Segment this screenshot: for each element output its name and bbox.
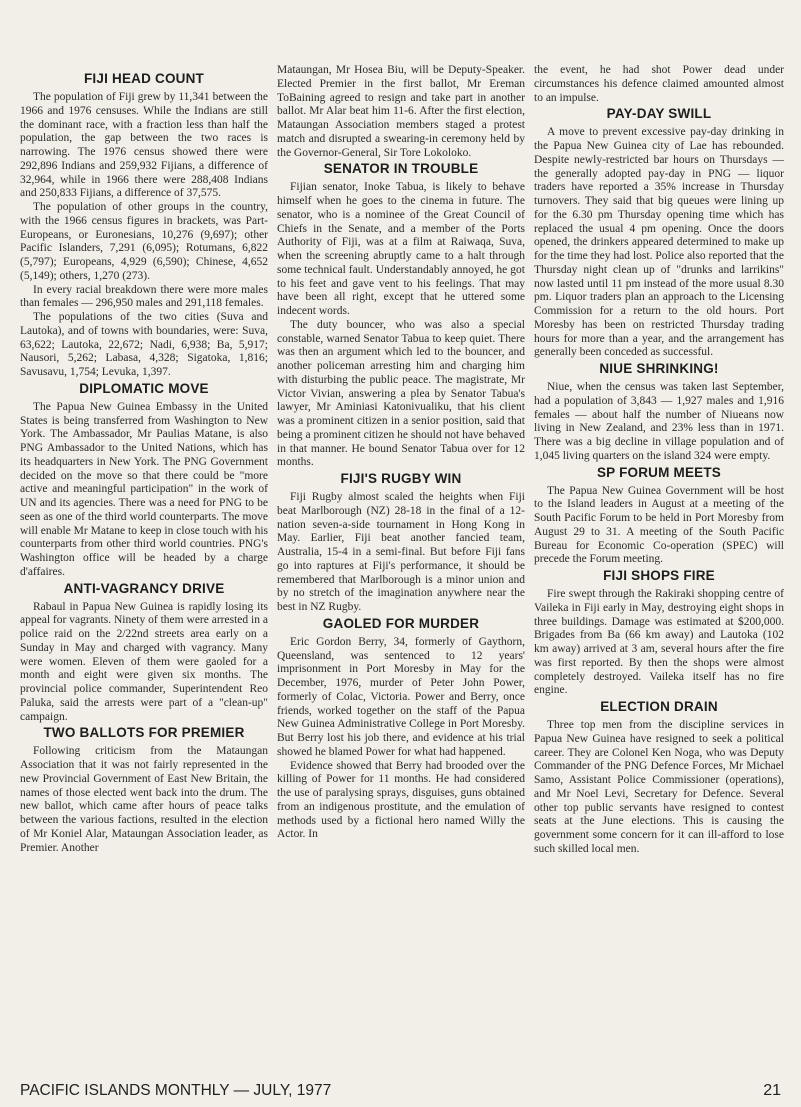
article-fiji-shops-fire [534, 567, 784, 698]
article-heading: FIJI'S RUGBY WIN [340, 471, 462, 486]
article-paragraph: Fijian senator, Inoke Tabua, is likely to behave himself when he goes to the cinema in future. The senator, who is a nominee of the Great Council of Chiefs in the Senate, and a member of the Ports Authority of Fiji, was at a film at Raiwaqa, Suva, when the screening abruptly came to a halt through some technical fault. Understandably annoyed, he got to his feet and gave vent to his feelings. That may have been all right, except that he uttered some indecent words. [277, 181, 525, 317]
article-paragraph: In every racial breakdown there were more males than females — 296,950 males and 291,118 females. [20, 283, 268, 310]
article-heading: FIJI HEAD COUNT [83, 71, 204, 86]
article-paragraph: Three top men from the discipline services in Papua New Guinea have resigned to seek a political career. They are Colonel Ken Noga, who was Deputy Commander of the PNG Defence Forces, Mr Michael Samo, Assistant Police Commissioner (operations), and Mr Noel Levi, Secretary for Defence. Several other top public servants have resigned to contest seats at the June elections. This is causing the government some concern for it can ill-afford to lose such skilled local men. [534, 719, 784, 855]
article-election-drain [534, 698, 784, 857]
column-1 [20, 70, 268, 1074]
article-two-ballots-for-premier [20, 724, 268, 855]
article-heading: GAOLED FOR MURDER [322, 615, 480, 631]
article-heading: SP FORUM MEETS [596, 464, 722, 480]
article-paragraph: Fiji Rugby almost scaled the heights when Fiji beat Marlborough (NZ) 28-18 in the final of a 12-nation seven-a-side tournament in Hong Kong in May. Earlier, Fiji beat another fancied team, Australia, 15-4 in a semi-final. But before Fiji fans go into raptures at Fiji's performance, it should be remembered that Marlborough is a minor union and by no stretch of the imagination anywhere near the best in NZ Rugby. [277, 491, 525, 613]
article-paragraph: A move to prevent excessive pay-day drinking in the Papua New Guinea city of Lae has rebounded. Despite newly-restricted bar hours on Thursdays — the generally adopted pay-day in PNG — liquor traders have reported a 35% increase in Thursday turnovers. They said that big queues were lining up for the 6.30 pm Thursday opening time which has replaced the usual 4 pm opening. Once the doors opened, the drinkers appeared determined to make up for the time they had lost. Police also reported that the Thursday night clean up of "drunks and larrikins" now lasted until 11 pm instead of the more usual 8.30 pm. Liquor traders plan an approach to the Licensing Commission for a return to the old hours. Port Moresby has been on restricted Thursday trading hours for more than a year, and the arrangement has generally been conceded as successful. [534, 126, 784, 359]
article-fiji-head-count [20, 70, 268, 380]
article-continuation: Mataungan, Mr Hosea Biu, will be Deputy-Speaker. Elected Premier in the first ballot, Mr Ereman ToBaining agreed to resign and take part in another ballot. Mr Alar beat him 11-6. After the first election, Mataungan Association members staged a protest match and disrupted a swearing-in ceremony held by the Governor-General, Sir Tore Lokoloko. [277, 64, 525, 159]
article-heading: DIPLOMATIC MOVE [79, 380, 209, 396]
article-paragraph: Eric Gordon Berry, 34, formerly of Gaythorn, Queensland, was sentenced to 12 years' imprisonment in Port Moresby in May for the December, 1976, murder of Peter John Power, formerly of Colac, Victoria. Power and Berry, once friends, worked together on the staff of the Papua New Guinea Administrative College in Port Moresby. But Berry lost his job there, and evidence at his trial showed he blamed Power for what had happened. [277, 635, 525, 758]
article-fijis-rugby-win [277, 470, 525, 615]
page-footer [20, 1081, 781, 1101]
article-sp-forum-meets [534, 464, 784, 568]
publication-title: PACIFIC ISLANDS MONTHLY — JULY, 1977 [20, 1082, 332, 1099]
article-paragraph: The Papua New Guinea Embassy in the United States is being transferred from Washington to New York. The Ambassador, Mr Paulias Matane, is also PNG Ambassador to the United Nations, which has its headquarters in New York. The PNG Government decided on the move so that there could be "more active and meaningful participation" in the work of UN and its agencies. There was a need for PNG to be seen as one of the third world counterparts. The move will enable Mr Matane to keep in close touch with his counterparts from other third world countries. PNG's Washington office will be headed by a charge d'affaires. [20, 400, 268, 578]
article-pay-day-swill [534, 105, 784, 360]
column-2 [277, 64, 525, 1068]
article-paragraph: Evidence showed that Berry had brooded over the killing of Power for 11 months. He had considered the use of paralysing sprays, disguises, guns obtained from an indigenous prostitute, and the emulation of methods used by a fictional hero named Willy the Actor. In [277, 759, 525, 841]
column-3 [534, 64, 784, 1068]
article-gaoled-for-murder [277, 615, 525, 842]
article-paragraph: The populations of the two cities (Suva and Lautoka), and of towns with boundaries, were: Suva, 63,622; Lautoka, 22,672; Nadi, 6,938; Ba, 5,917; Nausori, 5,262; Labasa, 4,328; Sigatoka, 1,816; Savusavu, 1,754; Levuka, 1,397. [20, 311, 268, 378]
article-continuation: the event, he had shot Power dead under circumstances his defence claimed amounted almost to an impulse. [534, 64, 784, 104]
article-heading: ELECTION DRAIN [600, 699, 718, 714]
article-diplomatic-move [20, 380, 268, 580]
article-paragraph: The Papua New Guinea Government will be host to the Island leaders in August at a meeting of the South Pacific Forum to be held in Port Moresby from August 29 to 31. A meeting of the South Pacific Bureau for Economic Co-operation (SPEC) will precede the Forum meeting. [534, 484, 784, 566]
article-heading: ANTI-VAGRANCY DRIVE [63, 580, 225, 596]
article-niue-shrinking [534, 360, 784, 464]
article-heading: TWO BALLOTS FOR PREMIER [43, 725, 245, 741]
page-number: 21 [763, 1082, 781, 1099]
article-heading: SENATOR IN TROUBLE [323, 161, 479, 177]
article-anti-vagrancy-drive [20, 580, 268, 725]
article-senator-in-trouble [277, 160, 525, 470]
article-paragraph: Following criticism from the Mataungan Association that it was not fairly represented in the new Provincial Government of East New Britain, the names of those elected went back into the drum. The new ballot, which came after hours of peace talks between the various factions, resulted in the election of Mr Koniel Alar, Mataungan Association leader, as Premier. Another [20, 745, 268, 854]
article-paragraph: The population of other groups in the country, with the 1966 census figures in brackets, was Part-Europeans, or Euronesians, 10,276 (9,697); other Pacific Islanders, 7,291 (6,095); Rotumans, 6,822 (5,797); Europeans, 4,929 (6,590); Chinese, 4,652 (5,149); others, 1,270 (273). [20, 201, 268, 282]
article-paragraph: Niue, when the census was taken last September, had a population of 3,843 — 1,927 males and 1,916 females — about half the number of Niueans now living in New Zealand, and 23% less than in 1971. There was a big decline in village population and of 1,045 living quarters on the island 324 were empty. [534, 381, 784, 462]
article-paragraph: Fire swept through the Rakiraki shopping centre of Vaileka in Fiji early in May, destroying eight shops in three buildings. Damage was estimated at $200,000. Brigades from Ba (66 km away) and Lautoka (102 km away) arrived at 3 am, several hours after the fire was first reported. By then the shops were almost completely destroyed. Vaileka itself has no fire engine. [534, 588, 784, 697]
article-paragraph: The duty bouncer, who was also a special constable, warned Senator Tabua to keep quiet. There was then an argument which led to the bouncer, and another policeman arresting him and charging him with disturbing the public peace. The magistrate, Mr Victor Vivian, answering a plea by Senator Tabua's lawyer, Mr Aminiasi Katonivualiku, that his client was a prominent citizen in a senior position, said that being a prominent citizen he should not have behaved in that manner. He bound Senator Tabua over for 12 months. [277, 318, 525, 469]
article-heading: NIUE SHRINKING! [599, 361, 719, 376]
article-paragraph: Rabaul in Papua New Guinea is rapidly losing its appeal for vagrants. Ninety of them were arrested in a police raid on the 2/22nd streets area early on a Sunday in May and charged with vagrancy. Many were women. Eleven of them were gaoled for a month and eight were given six months. The provincial police commander, Superintendent Reo Paluka, said the arrests were part of a "clean-up" campaign. [20, 600, 268, 723]
article-heading: PAY-DAY SWILL [606, 106, 712, 122]
article-heading: FIJI SHOPS FIRE [603, 568, 715, 583]
article-paragraph: The population of Fiji grew by 11,341 between the 1966 and 1976 censuses. While the Indians are still the dominant race, with a fraction less than half the population, the gap between the two races is narrowing. The 1976 census showed there were 292,896 Indians and 259,932 Fijians, a difference of 32,964, while in 1966 there were 288,408 Indians and 250,833 Fijians, a difference of 37,575. [20, 91, 268, 200]
